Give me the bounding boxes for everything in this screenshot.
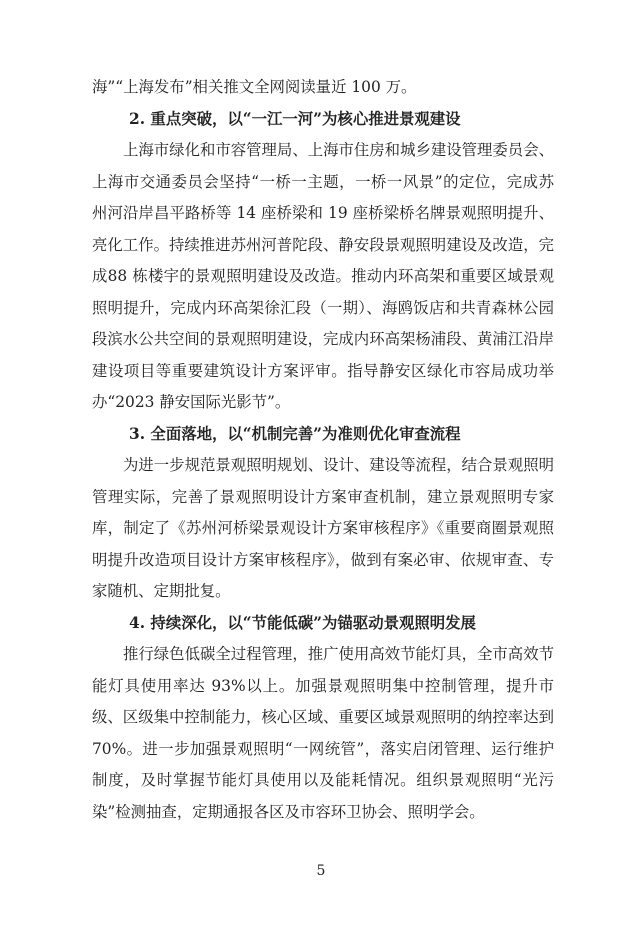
page-number: 5 bbox=[316, 863, 326, 879]
section-heading-3: 3. 全面落地，以“机制完善”为准则优化审查流程 bbox=[129, 424, 461, 443]
section-body-2: 上海市绿化和市容管理局、上海市住房和城乡建设管理委员会、上海市交通委员会坚持“一桥一主题，一桥一风景”的定位，完成苏州河沿岸昌平路桥等 14 座桥梁和 19 座桥梁桥名牌景观照明提升、亮化工作。持续推进苏州河普陀段、静安段景观照明建设及改造，完成88 栋楼宇的景观照明建设及改造。推动内环高架和重要区域景观照明提升，完成内环高架徐汇段（一期）、海鸥饭店和共青森林公园段滨水公共空间的景观照明建设，完成内环高架杨浦段、黄浦江沿岸建设项目等重要建筑设计方案评审。指导静安区绿化市容局成功举办“2023 静安国际光影节”。 bbox=[92, 141, 554, 411]
section-heading-4: 4. 持续深化，以“节能低碳”为锚驱动景观照明发展 bbox=[129, 613, 476, 632]
section-body-3: 为进一步规范景观照明规划、设计、建设等流程，结合景观照明管理实际，完善了景观照明设计方案审查机制，建立景观照明专家库，制定了《苏州河桥梁景观设计方案审核程序》《重要商圈景观照明提升改造项目设计方案审核程序》，做到有案必审、依规审查、专家随机、定期批复。 bbox=[92, 456, 554, 600]
document-body bbox=[92, 72, 554, 828]
intro-paragraph: 海”“上海发布”相关推文全网阅读量近 100 万。 bbox=[92, 78, 417, 96]
section-heading-2: 2. 重点突破，以“一江一河”为核心推进景观建设 bbox=[129, 109, 461, 128]
section-body-4: 推行绿色低碳全过程管理，推广使用高效节能灯具，全市高效节能灯具使用率达 93%以上。加强景观照明集中控制管理，提升市级、区级集中控制能力，核心区域、重要区域景观照明的纳控率达到 70%。进一步加强景观照明“一网统管”，落实启闭管理、运行维护制度，及时掌握节能灯具使用以及能耗情况。组织景观照明“光污染”检测抽查，定期通报各区及市容环卫协会、照明学会。 bbox=[92, 645, 554, 821]
